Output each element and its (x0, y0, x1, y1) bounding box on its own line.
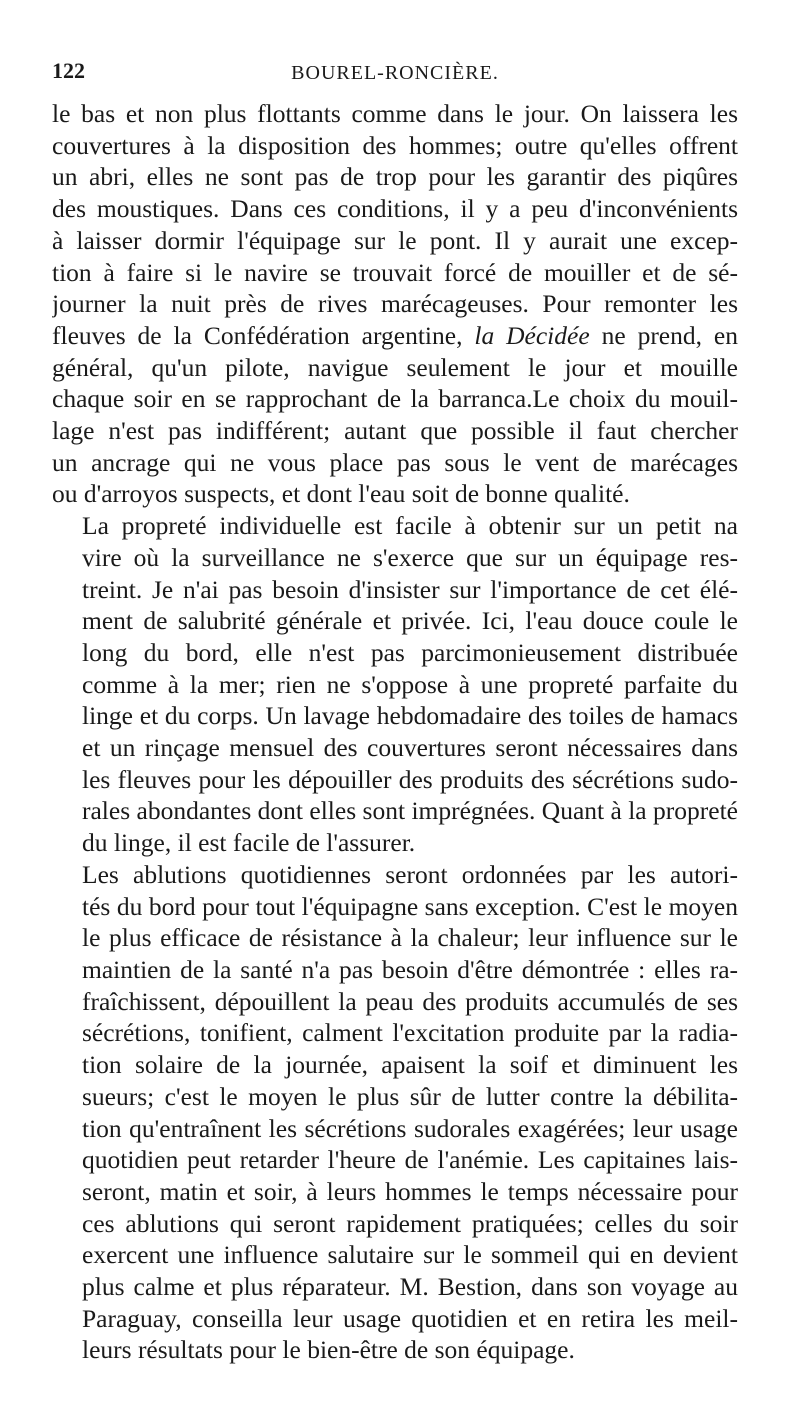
running-head: BOUREL-RONCIÈRE. (291, 62, 499, 84)
text-line: quotidien peut retarder l'heure de l'anémie. Les capitaines lais- (82, 1145, 738, 1175)
paragraph (52, 98, 738, 510)
text-line: treint. Je n'ai pas besoin d'insister sur l'importance de cet élé- (82, 574, 738, 604)
text-line: tés du bord pour tout l'équipagne sans exception. C'est le moyen (82, 891, 738, 921)
paragraph (52, 859, 738, 1366)
text-line: à laisser dormir l'équipage sur le pont. Il y aurait une excep- (52, 225, 738, 255)
text-line: tion qu'entraînent les sécrétions sudorales exagérées; leur usage (82, 1113, 738, 1143)
text-line: comme à la mer; rien ne s'oppose à une propreté parfaite du (82, 669, 738, 699)
text-line: fleuves de la Confédération argentine, la Décidée ne prend, en (52, 320, 738, 350)
text-line: ces ablutions qui seront rapidement pratiquées; celles du soir (82, 1208, 738, 1238)
paragraph (52, 510, 738, 859)
text-line: couvertures à la disposition des hommes; outre qu'elles offrent (52, 130, 738, 160)
text-line: vire où la surveillance ne s'exerce que sur un équipage res- (82, 542, 738, 572)
text-line: Paraguay, conseilla leur usage quotidien et en retira les meil- (82, 1303, 738, 1333)
text-line: rales abondantes dont elles sont imprégnées. Quant à la propreté (82, 796, 738, 826)
text-line: ou d'arroyos suspects, et dont l'eau soit de bonne qualité. (52, 479, 630, 509)
text-line: tion à faire si le navire se trouvait forcé de mouiller et de sé- (52, 257, 738, 287)
text-line: un abri, elles ne sont pas de trop pour les garantir des piqûres (52, 162, 738, 192)
text-line: exercent une influence salutaire sur le sommeil qui en devient (82, 1240, 738, 1270)
text-line: sueurs; c'est le moyen le plus sûr de lutter contre la débilita- (82, 1081, 738, 1111)
text-line: leurs résultats pour le bien-être de son équipage. (82, 1335, 575, 1365)
text-line: un ancrage qui ne vous place pas sous le vent de marécages (52, 447, 738, 477)
text-line: le plus efficace de résistance à la chaleur; leur influence sur le (82, 923, 738, 953)
text-line: chaque soir en se rapprochant de la barranca.Le choix du mouil- (52, 384, 738, 414)
text-line: journer la nuit près de rives marécageuses. Pour remonter les (52, 289, 738, 319)
text-line: les fleuves pour les dépouiller des produits des sécrétions sudo- (82, 764, 738, 794)
text-line: long du bord, elle n'est pas parcimonieusement distribuée (82, 637, 738, 667)
text-line: le bas et non plus flottants comme dans le jour. On laissera les (52, 99, 738, 128)
text-line: et un rinçage mensuel des couvertures seront nécessaires dans (82, 733, 738, 763)
text-line: du linge, il est facile de l'assurer. (82, 828, 416, 858)
text-line: Les ablutions quotidiennes seront ordonnées par les autori- (82, 859, 738, 889)
text-line: La propreté individuelle est facile à obtenir sur un petit na (82, 511, 738, 541)
book-page (52, 58, 738, 1366)
text-line: des moustiques. Dans ces conditions, il y a peu d'inconvénients (52, 194, 738, 224)
text-line: général, qu'un pilote, navigue seulement le jour et mouille (52, 352, 738, 382)
text-line: fraîchissent, dépouillent la peau des produits accumulés de ses (82, 986, 738, 1016)
text-line: sécrétions, tonifient, calment l'excitation produite par la radia- (82, 1018, 738, 1048)
text-line: lage n'est pas indifférent; autant que possible il faut chercher (52, 416, 738, 446)
text-line: plus calme et plus réparateur. M. Bestion, dans son voyage au (82, 1272, 738, 1302)
page-number: 122 (52, 58, 85, 83)
text-line: maintien de la santé n'a pas besoin d'être démontrée : elles ra- (82, 954, 738, 984)
text-line: tion solaire de la journée, apaisent la soif et diminuent les (82, 1050, 738, 1080)
text-line: ment de salubrité générale et privée. Ici, l'eau douce coule le (82, 606, 738, 636)
page-header (52, 58, 738, 92)
ship-name: la Décidée (474, 320, 590, 350)
text-line: linge et du corps. Un lavage hebdomadaire des toiles de hamacs (82, 701, 738, 731)
body-text (52, 98, 738, 1366)
text-line: seront, matin et soir, à leurs hommes le temps nécessaire pour (82, 1176, 738, 1206)
